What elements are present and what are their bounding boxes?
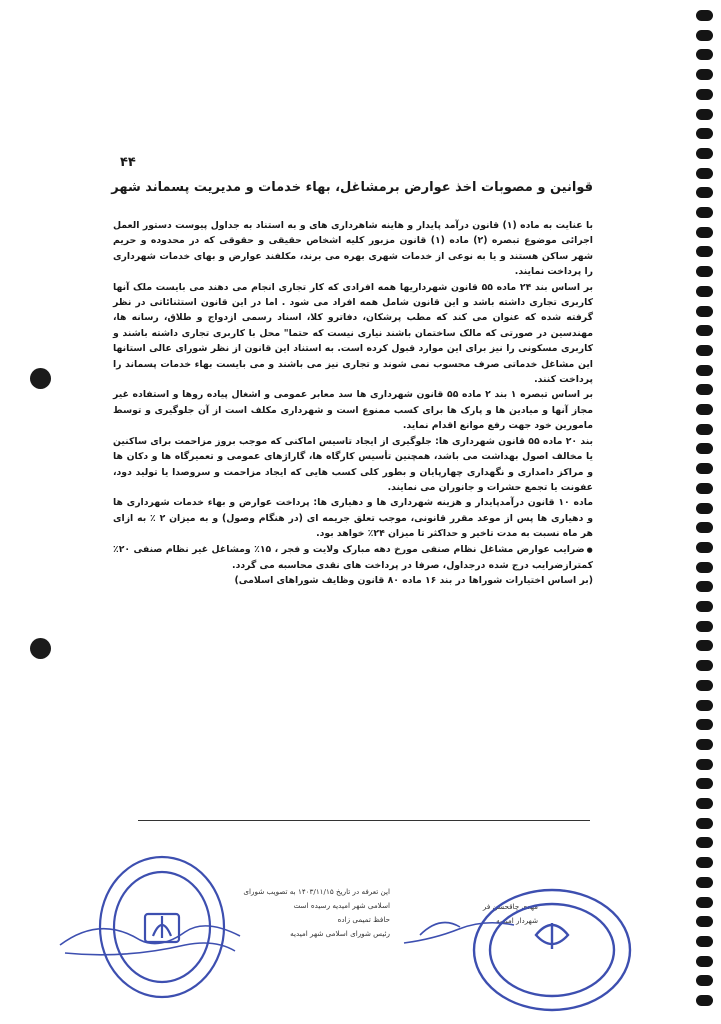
binding-ring <box>696 89 713 100</box>
binding-ring <box>696 306 713 317</box>
binding-ring <box>696 601 713 612</box>
paragraph-commercial-use: بر اساس بند ۲۴ ماده ۵۵ قانون شهرداریها همه افرادی که کار تجاری انجام می دهند می بایست ملک آنها کاربری تجاری داشته باشد و این قانون شامل همه افراد می شود . اما در این قانون استثنائاتی در نظر گرفته شده که عنوان می کند که مطب پرشکان، دفاترو کلا، اسناد رسمی ازدواج و طلاق، رسانه ها، مهندسین در صورتی که مالک ساختمان باشند نیاری نیست که حتما" محل با کاربری تجاری داشته باشند و کاربری مسکونی را نیز برای این موارد قبول کرده است. به استناد این قانون از نظر شورای عالی استانها این مشاغل خدماتی صرف محسوب نمی شوند و تجاری نیز می باشند و می بایست بهاء خدمات پسماند را پرداخت کنند. <box>113 281 593 386</box>
council-signature-scribble <box>55 905 245 965</box>
binding-ring <box>696 995 713 1006</box>
binding-ring <box>696 424 713 435</box>
binding-ring <box>696 404 713 415</box>
binding-ring <box>696 640 713 651</box>
binding-ring <box>696 109 713 120</box>
mayor-signature-scribble <box>400 905 520 955</box>
binding-ring <box>696 503 713 514</box>
binding-ring <box>696 680 713 691</box>
binding-ring <box>696 857 713 868</box>
paragraph-nuisance: بند ۲۰ ماده ۵۵ قانون شهرداری ها: جلوگیری از ایجاد تاسیس اماکنی که موجب بروز مزاحمت برای ساکنین یا مخالف اصول بهداشت می باشد، همچنین تأسیس کارگاه ها، گاراژهای عمومی و تعمیرگاه ها و دکان ها و مراکز دامداری و نگهداری چهارپایان و بطور کلی کسب هایی که ایجاد مزاحمت و سروصدا یا تولید دود، عفونت یا تجمع حشرات و جانوران می نمایند. <box>113 435 593 493</box>
binding-ring <box>696 621 713 632</box>
mayor-signatory-role: شهردار امیدیه <box>496 916 538 925</box>
binding-ring <box>696 384 713 395</box>
binding-ring <box>696 975 713 986</box>
punch-hole-top <box>30 368 51 389</box>
approval-note: این تعرفه در تاریخ ۱۴۰۳/۱۱/۱۵ به تصویب شورای اسلامی شهر امیدیه رسیده است <box>243 887 390 910</box>
binding-ring <box>696 69 713 80</box>
binding-ring <box>696 700 713 711</box>
binding-ring <box>696 739 713 750</box>
council-signature-block <box>240 885 390 941</box>
binding-ring <box>696 128 713 139</box>
binding-ring <box>696 956 713 967</box>
binding-ring <box>696 187 713 198</box>
page-number: ۴۴ <box>120 155 136 170</box>
binding-ring <box>696 522 713 533</box>
binding-ring <box>696 345 713 356</box>
document-body <box>113 218 593 589</box>
binding-ring <box>696 897 713 908</box>
binding-ring <box>696 443 713 454</box>
footer-divider <box>138 820 590 821</box>
paragraph-authority: (بر اساس اختیارات شوراها در بند ۱۶ ماده ۸۰ قانون وظایف شوراهای اسلامی) <box>234 575 593 587</box>
paragraph-sidewalk-occupation: بر اساس تبصره ۱ بند ۲ ماده ۵۵ قانون شهرداری ها سد معابر عمومی و اشغال پیاده روها و استفاده غیر مجاز آنها و میادین ها و پارک ها برای کسب ممنوع است و شهرداری مکلف است از آن جلوگیری و توسط مامورین خود جهت رفع موانع اقدام نماید. <box>113 389 593 432</box>
binding-ring <box>696 246 713 257</box>
binding-ring <box>696 463 713 474</box>
spiral-binding <box>695 10 713 1015</box>
paragraph-discount: ● ضرایب عوارض مشاغل نظام صنفی مورخ دهه مبارک ولایت و فجر ، ۱۵٪ ومشاغل غیر نظام صنفی ۲۰٪ کمترازضرایب درج شده درجداول، صرفا در پرداخت های نقدی محاسبه می گردد. <box>113 542 593 574</box>
binding-ring <box>696 818 713 829</box>
binding-ring <box>696 148 713 159</box>
binding-ring <box>696 778 713 789</box>
binding-ring <box>696 10 713 21</box>
punch-hole-bottom <box>30 638 51 659</box>
paragraph-revenue-law: با عنایت به ماده (۱) قانون درآمد پایدار و هاینه شاهرداری های و به استناد به جداول پیوست دستور العمل اجرائی موضوع تبصره (۲) ماده (۱) قانون مزبور کلیه اشخاص حقیقی و حقوقی که در محدوده و حریم شهر ساکن هستند و یا به نوعی از خدمات شهری بهره می برند، مکلفند عوارض و بهای خدمات شهرداری را پرداخت نمایند. <box>113 220 593 278</box>
binding-ring <box>696 286 713 297</box>
binding-ring <box>696 542 713 553</box>
binding-ring <box>696 759 713 770</box>
binding-ring <box>696 207 713 218</box>
mayor-signatory-name: مهدی چاقحسن فر <box>482 902 538 911</box>
binding-ring <box>696 660 713 671</box>
council-signatory-role: رئیس شورای اسلامی شهر امیدیه <box>290 929 390 938</box>
binding-ring <box>696 837 713 848</box>
binding-ring <box>696 325 713 336</box>
binding-ring <box>696 30 713 41</box>
binding-ring <box>696 49 713 60</box>
binding-ring <box>696 168 713 179</box>
binding-ring <box>696 798 713 809</box>
binding-ring <box>696 227 713 238</box>
council-signatory-name: حافظ تمیمی زاده <box>337 915 390 924</box>
paragraph-late-penalty: ماده ۱۰ قانون درآمدپایدار و هزینه شهرداری ها و دهیاری ها: پرداخت عوارض و بهاء خدمات شهرداری ها و دهیاری ها پس از موعد مقرر قانونی، موجب تعلق جریمه ای (در هنگام وصول) و به میزان ۲ ٪ به ازای هر ماه نسبت به مدت تاخیر و حداکثر تا میزان ۲۴٪ خواهد بود. <box>113 497 593 540</box>
page-title: قوانین و مصوبات اخذ عوارض برمشاغل، بهاء خدمات و مدیریت پسماند شهر <box>111 180 593 195</box>
binding-ring <box>696 266 713 277</box>
binding-ring <box>696 916 713 927</box>
binding-ring <box>696 483 713 494</box>
binding-ring <box>696 877 713 888</box>
binding-ring <box>696 719 713 730</box>
binding-ring <box>696 365 713 376</box>
binding-ring <box>696 936 713 947</box>
binding-ring <box>696 581 713 592</box>
binding-ring <box>696 562 713 573</box>
